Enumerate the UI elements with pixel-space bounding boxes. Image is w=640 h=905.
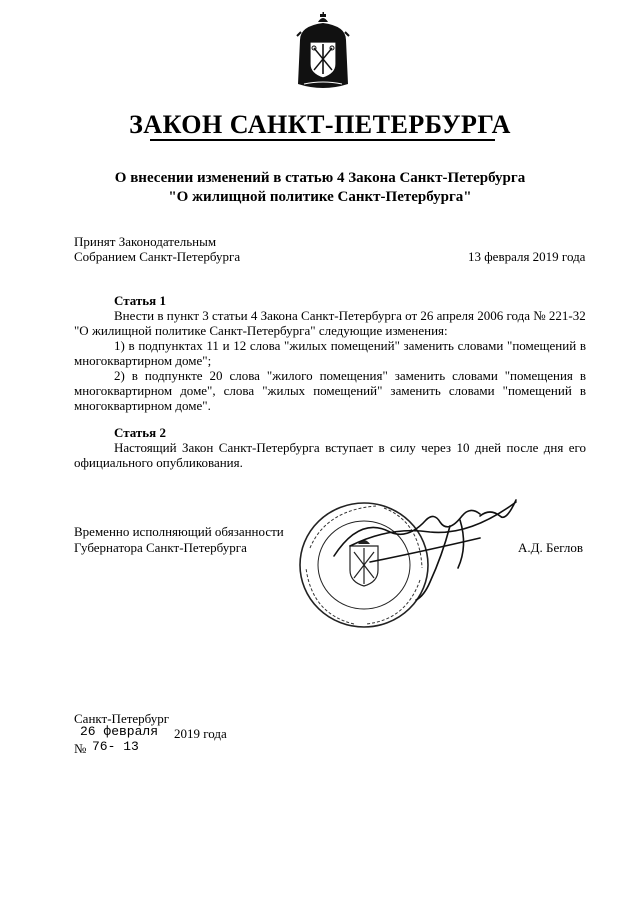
document-subtitle-line2: "О жилищной политике Санкт-Петербурга": [168, 189, 472, 205]
document-subtitle-line1: О внесении изменений в статью 4 Закона Санкт-Петербурга: [114, 170, 526, 186]
article1-line: многоквартирном доме".: [74, 398, 211, 413]
footer-number-value: 76- 13: [92, 739, 139, 754]
article1-line: "О жилищной политике Санкт-Петербурга" следующие изменения:: [74, 323, 448, 338]
article1-line: многоквартирном доме", слова "жилых помещений" заменить словами "помещений в: [74, 383, 586, 398]
signatory-name: А.Д. Беглов: [518, 540, 584, 555]
adoption-line1: Принят Законодательным: [74, 234, 217, 249]
article2-line: Настоящий Закон Санкт-Петербурга вступает в силу через 10 дней после дня его: [114, 440, 586, 455]
article1-line: 1) в подпунктах 11 и 12 слова "жилых помещений" заменить словами "помещений в: [114, 338, 586, 353]
adoption-date: 13 февраля 2019 года: [468, 249, 586, 264]
signatory-title-line1: Временно исполняющий обязанности: [74, 524, 284, 539]
footer-number-prefix: №: [74, 741, 87, 756]
law-title: ЗАКОН САНКТ-ПЕТЕРБУРГА: [129, 110, 511, 139]
article1-line: 2) в подпункте 20 слова "жилого помещения" заменить словами "помещения в: [114, 368, 586, 383]
handwritten-signature-icon: [330, 486, 530, 606]
article1-line: многоквартирном доме";: [74, 353, 212, 368]
footer-year: 2019 года: [174, 726, 227, 741]
article2-heading: Статья 2: [114, 425, 166, 440]
footer-city: Санкт-Петербург: [74, 711, 170, 726]
signatory-title-line2: Губернатора Санкт-Петербурга: [74, 540, 247, 555]
article1-line: Внести в пункт 3 статьи 4 Закона Санкт-Петербурга от 26 апреля 2006 года № 221-32: [114, 308, 586, 323]
article1-heading: Статья 1: [114, 293, 166, 308]
adoption-line2: Собранием Санкт-Петербурга: [74, 249, 241, 264]
footer-date-handwritten: 26 февраля: [80, 724, 159, 739]
article2-line: официального опубликования.: [74, 455, 243, 470]
title-underline: [150, 139, 495, 141]
saint-petersburg-coat-of-arms-icon: [296, 12, 350, 92]
